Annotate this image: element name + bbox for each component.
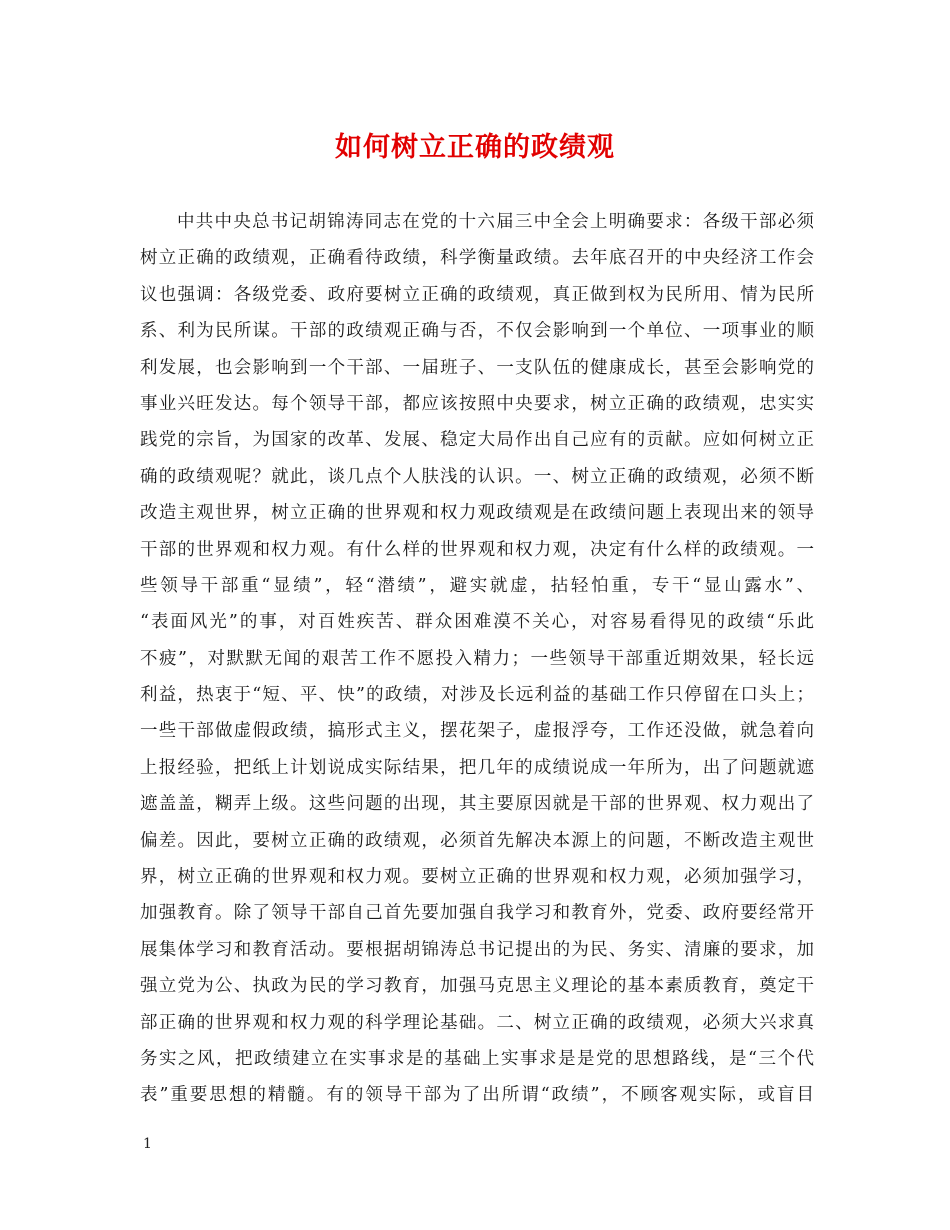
text-line: 一些干部做虚假政绩，搞形式主义，摆花架子，虚报浮夸，工作还没做，就急着向 (140, 721, 814, 742)
text-line: 表”重要思想的精髓。有的领导干部为了出所谓“政绩”，不顾客观实际，或盲目 (140, 1085, 814, 1106)
document-title: 如何树立正确的政绩观 (335, 132, 615, 163)
text-line: 践党的宗旨，为国家的改革、发展、稳定大局作出自己应有的贡献。应如何树立正 (140, 430, 814, 451)
body-paragraph (140, 204, 814, 1114)
text-line: 上报经验，把纸上计划说成实际结果，把几年的成绩说成一年所为，出了问题就遮 (140, 757, 814, 778)
text-line: 偏差。因此，要树立正确的政绩观，必须首先解决本源上的问题，不断改造主观世 (140, 830, 814, 851)
text-line: 部正确的世界观和权力观的科学理论基础。二、树立正确的政绩观，必须大兴求真 (140, 1012, 814, 1033)
page-number: 1 (143, 1136, 152, 1152)
text-line: 界，树立正确的世界观和权力观。要树立正确的世界观和权力观，必须加强学习， (140, 867, 814, 888)
text-line: 遮盖盖，糊弄上级。这些问题的出现，其主要原因就是干部的世界观、权力观出了 (140, 794, 814, 815)
text-line: 中共中央总书记胡锦涛同志在党的十六届三中全会上明确要求：各级干部必须 (177, 212, 814, 232)
text-line: 加强教育。除了领导干部自己首先要加强自我学习和教育外，党委、政府要经常开 (140, 903, 814, 924)
text-line: 事业兴旺发达。每个领导干部，都应该按照中央要求，树立正确的政绩观，忠实实 (140, 393, 814, 414)
text-line: 利发展，也会影响到一个干部、一届班子、一支队伍的健康成长，甚至会影响党的 (140, 357, 814, 378)
text-line: 强立党为公、执政为民的学习教育，加强马克思主义理论的基本素质教育，奠定干 (140, 976, 814, 997)
text-line: 改造主观世界，树立正确的世界观和权力观政绩观是在政绩问题上表现出来的领导 (140, 503, 814, 524)
text-line: 展集体学习和教育活动。要根据胡锦涛总书记提出的为民、务实、清廉的要求，加 (140, 939, 814, 960)
text-line: 些领导干部重“显绩”，轻“潜绩”，避实就虚，拈轻怕重，专干“显山露水”、 (140, 575, 814, 596)
text-line: 不疲”，对默默无闻的艰苦工作不愿投入精力；一些领导干部重近期效果，轻长远 (140, 648, 814, 669)
text-line: 利益，热衷于“短、平、快”的政绩，对涉及长远利益的基础工作只停留在口头上； (140, 685, 814, 706)
text-line: 干部的世界观和权力观。有什么样的世界观和权力观，决定有什么样的政绩观。一 (140, 539, 814, 560)
text-line: 议也强调：各级党委、政府要树立正确的政绩观，真正做到权为民所用、情为民所 (140, 284, 814, 305)
text-line: 务实之风，把政绩建立在实事求是的基础上实事求是是党的思想路线，是“三个代 (140, 1048, 814, 1069)
text-line: “表面风光”的事，对百姓疾苦、群众困难漠不关心，对容易看得见的政绩“乐此 (140, 612, 814, 633)
text-line: 系、利为民所谋。干部的政绩观正确与否，不仅会影响到一个单位、一项事业的顺 (140, 321, 814, 342)
text-line: 确的政绩观呢？就此，谈几点个人肤浅的认识。一、树立正确的政绩观，必须不断 (140, 466, 814, 487)
text-line: 树立正确的政绩观，正确看待政绩，科学衡量政绩。去年底召开的中央经济工作会 (140, 248, 814, 269)
